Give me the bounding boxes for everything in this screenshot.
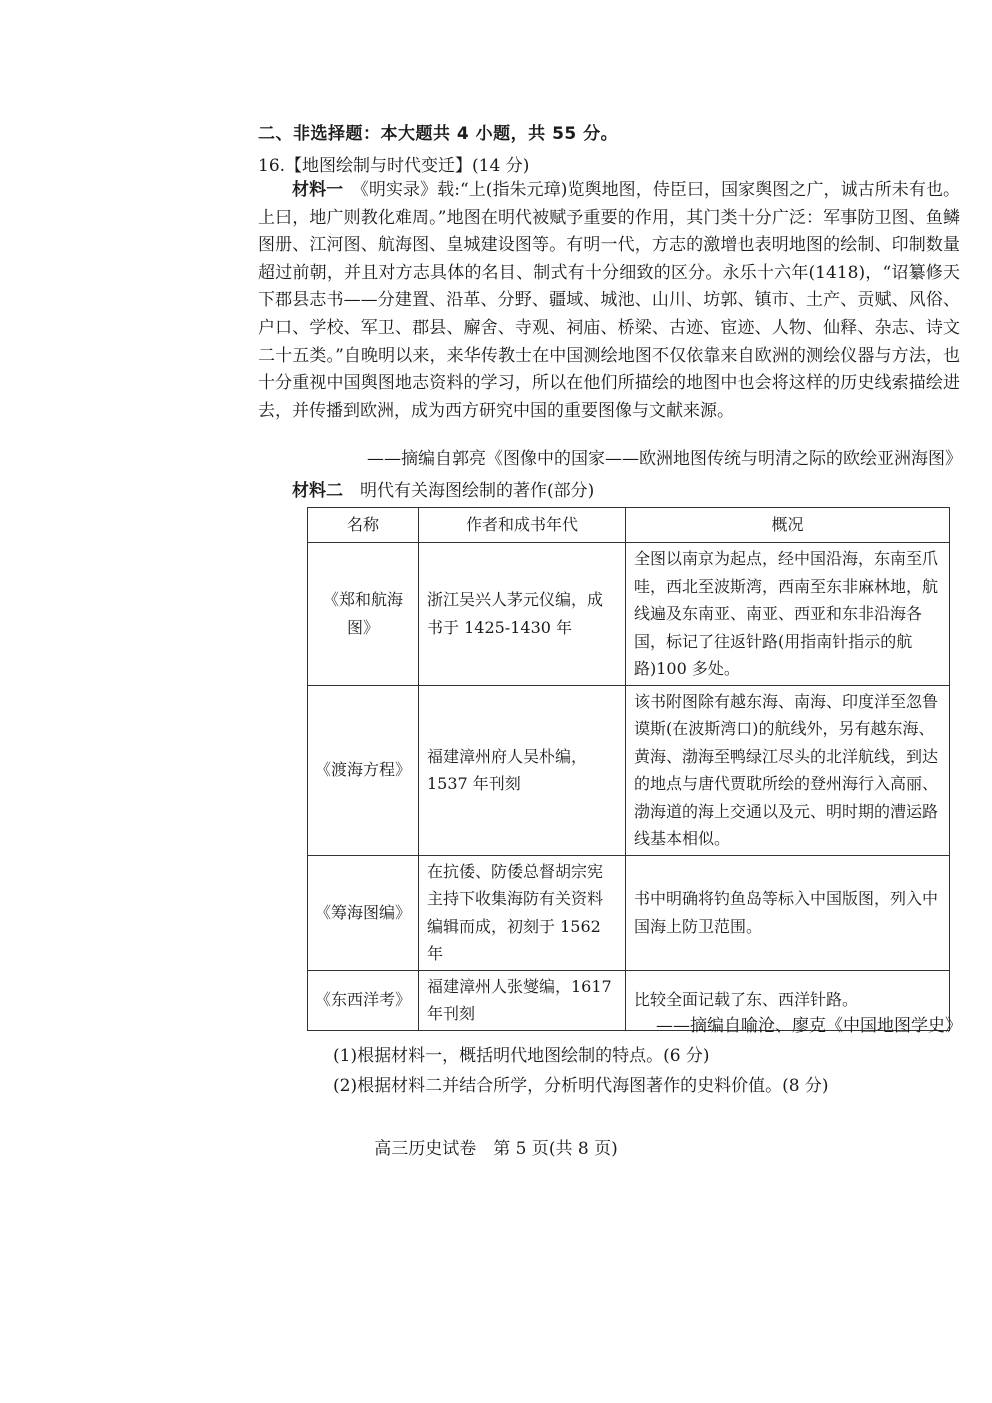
work-summary: 比较全面记载了东、西洋针路。 xyxy=(626,970,950,1030)
table-header-row xyxy=(308,508,950,543)
work-author: 福建漳州人张燮编，1617 年刊刻 xyxy=(419,970,626,1030)
material-one-text: 《明实录》载:“上(指朱元璋)览舆地图，侍臣曰，国家舆图之广，诚古所未有也。上曰，地广则教化难周。”地图在明代被赋予重要的作用，其门类十分广泛：军事防卫图、鱼鳞图册、江河图、航海图、皇城建设图等。有明一代，方志的激增也表明地图的绘制、印制数量超过前朝，并且对方志具体的名目、制式有十分细致的区分。永乐十六年(1418)，“诏纂修天下郡县志书——分建置、沿革、分野、疆域、城池、山川、坊郭、镇市、土产、贡赋、风俗、户口、学校、军卫、郡县、廨舍、寺观、祠庙、桥梁、古迹、宦迹、人物、仙释、杂志、诗文二十五类。”自晚明以来，来华传教士在中国测绘地图不仅依靠来自欧洲的测绘仪器与方法，也十分重视中国舆图地志资料的学习，所以在他们所描绘的地图中也会将这样的历史线索描绘进去，并传播到欧洲，成为西方研究中国的重要图像与文献来源。 xyxy=(258,180,961,421)
material-two-source: ——摘编自喻沧、廖克《中国地图学史》 xyxy=(656,1016,962,1036)
section-title: 二、非选择题：本大题共 4 小题，共 55 分。 xyxy=(258,124,619,144)
material-two-heading xyxy=(292,476,594,501)
material-one-label: 材料一 xyxy=(292,180,344,200)
table-row xyxy=(308,685,950,855)
sea-chart-works-table xyxy=(307,507,950,1031)
work-name: 《筹海图编》 xyxy=(308,855,419,970)
question-title: 16.【地图绘制与时代变迁】(14 分) xyxy=(258,156,530,176)
header-summary: 概况 xyxy=(626,508,950,543)
header-name: 名称 xyxy=(308,508,419,543)
header-author: 作者和成书年代 xyxy=(419,508,626,543)
work-name: 《郑和航海图》 xyxy=(308,543,419,686)
work-author: 福建漳州府人吴朴编，1537 年刊刻 xyxy=(419,685,626,855)
sub-question-1: (1)根据材料一，概括明代地图绘制的特点。(6 分) xyxy=(333,1046,710,1066)
material-one-paragraph xyxy=(258,177,960,425)
page-footer: 高三历史试卷 第 5 页(共 8 页) xyxy=(374,1139,618,1159)
work-name: 《渡海方程》 xyxy=(308,685,419,855)
work-summary: 该书附图除有越东海、南海、印度洋至忽鲁谟斯(在波斯湾口)的航线外，另有越东海、黄海、渤海至鸭绿江尽头的北洋航线，到达的地点与唐代贾耽所绘的登州海行入高丽、渤海道的海上交通以及元、明时期的漕运路线基本相似。 xyxy=(626,685,950,855)
material-one-source: ——摘编自郭亮《图像中的国家——欧洲地图传统与明清之际的欧绘亚洲海图》 xyxy=(367,449,962,469)
sub-question-2: (2)根据材料二并结合所学，分析明代海图著作的史料价值。(8 分) xyxy=(333,1076,829,1096)
table-row xyxy=(308,543,950,686)
work-author: 在抗倭、防倭总督胡宗宪主持下收集海防有关资料编辑而成，初刻于 1562 年 xyxy=(419,855,626,970)
material-two-title: 明代有关海图绘制的著作(部分) xyxy=(360,481,595,501)
table-row xyxy=(308,855,950,970)
material-two-label: 材料二 xyxy=(292,481,343,501)
work-summary: 全图以南京为起点，经中国沿海，东南至爪哇，西北至波斯湾，西南至东非麻林地，航线遍及东南亚、南亚、西亚和东非沿海各国，标记了往返针路(用指南针指示的航路)100 多处。 xyxy=(626,543,950,686)
work-author: 浙江吴兴人茅元仪编，成书于 1425-1430 年 xyxy=(419,543,626,686)
work-summary: 书中明确将钓鱼岛等标入中国版图，列入中国海上防卫范围。 xyxy=(626,855,950,970)
work-name: 《东西洋考》 xyxy=(308,970,419,1030)
